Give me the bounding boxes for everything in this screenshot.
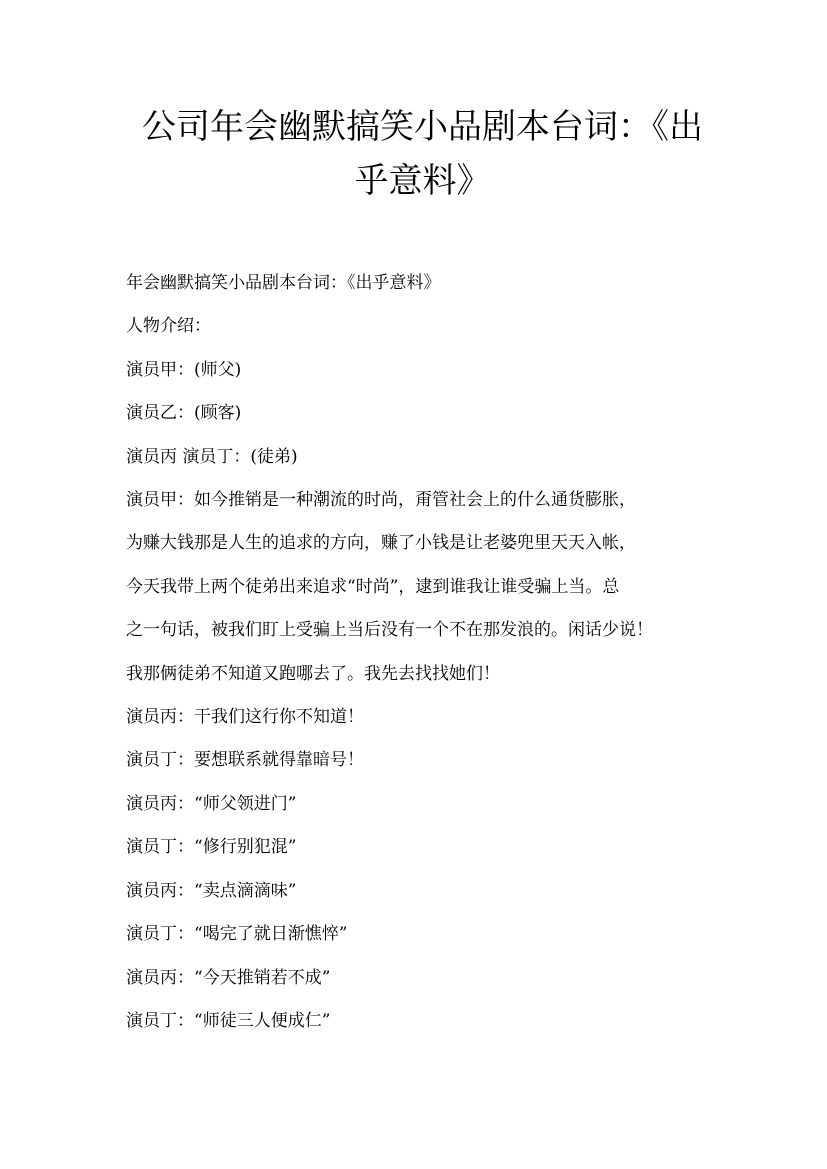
dialogue-line: 演员丁：“喝完了就日渐憔悴” [126, 924, 348, 945]
monologue-paragraph [126, 479, 720, 696]
document-title [126, 0, 719, 208]
title-line-2: 乎意料》 [354, 161, 491, 201]
paragraph-subtitle: 年会幽默搞笑小品剧本台词：《出乎意料》 [126, 273, 441, 293]
dialogue-line: 演员丁：“修行别犯混” [126, 837, 297, 858]
monologue-line: 我那俩徒弟不知道又跑哪去了。我先去找找她们！ [126, 663, 500, 684]
dialogue-line: 演员丁：要想联系就得靠暗号！ [126, 750, 364, 771]
dialogue-line: 演员丙：“今天推销若不成” [126, 967, 331, 988]
monologue-line: 为赚大钱那是人生的追求的方向，赚了小钱是让老婆兜里天天入帐， [126, 533, 636, 554]
dialogue-line: 演员丙：“师父领进门” [126, 793, 297, 814]
dialogue-line: 演员丁：“师徒三人便成仁” [126, 1010, 331, 1031]
dialogue-line: 演员丙：“卖点滴滴味” [126, 880, 297, 901]
monologue-line: 演员甲：如今推销是一种潮流的时尚，甭管社会上的什么通货膨胀， [126, 490, 636, 511]
dialogue-line: 演员丙：干我们这行你不知道！ [126, 707, 364, 728]
paragraph-characters-heading: 人物介绍： [126, 316, 211, 337]
document-body [126, 262, 720, 1043]
paragraph-character-a: 演员甲：(师父) [126, 359, 242, 380]
paragraph-character-b: 演员乙：(顾客) [126, 403, 242, 424]
paragraph-character-c-d: 演员丙 演员丁：(徒弟) [126, 446, 298, 467]
title-line-1: 公司年会幽默搞笑小品剧本台词：《出 [142, 107, 703, 147]
monologue-line: 今天我带上两个徒弟出来追求“时尚”，逮到谁我让谁受骗上当。总 [126, 576, 620, 597]
monologue-line: 之一句话，被我们盯上受骗上当后没有一个不在那发浪的。闲话少说！ [126, 620, 653, 641]
